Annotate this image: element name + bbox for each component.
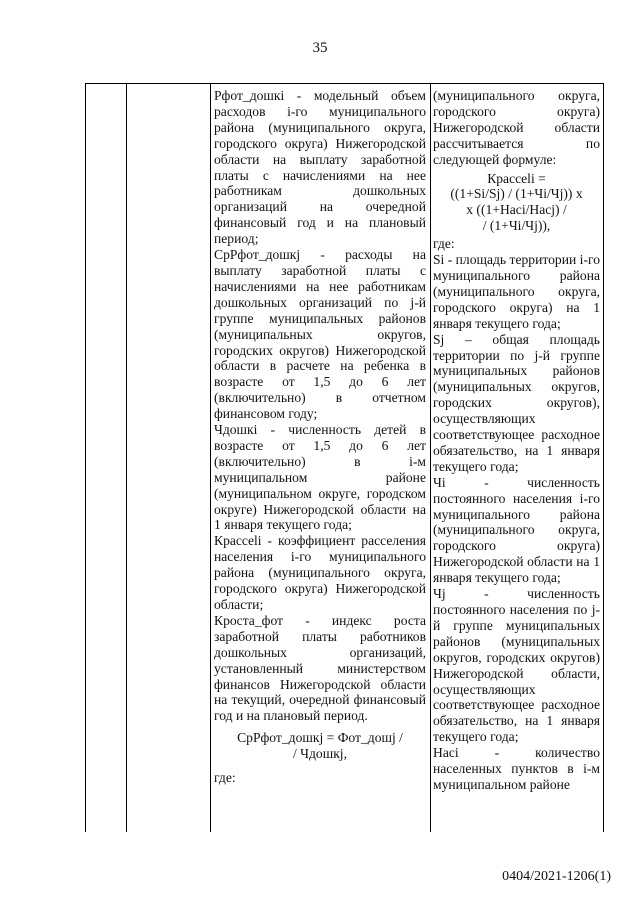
- where-label: где:: [433, 236, 455, 252]
- document-table: [85, 83, 604, 832]
- paragraph-srrfot: СрРфот_дошкj - расходы на выплату заработной платы с начислениями на нее работникам дошкольных организаций по j-й группе муниципальных районов (муниципальных округов, городских округов) Нижегородской области в расчете на ребенка в возрасте от 1,5 до 6 лет (включительно) в отчетном финансовом году;: [214, 247, 426, 422]
- formula-srrfot: [214, 730, 426, 762]
- middle-column-text: [214, 88, 426, 786]
- paragraph-nasi: Насі - количество населенных пунктов в і-м муниципальном районе: [433, 745, 600, 792]
- column-divider-1: [126, 84, 127, 832]
- formula-line: СрРфот_дошкj = Фот_дошj /: [237, 730, 403, 746]
- right-column-text: [433, 88, 600, 793]
- paragraph-chdosh: Чдошкі - численность детей в возрасте от 1,5 до 6 лет (включительно) в і-м муниципальном районе (муниципальном округе, городском округе) Нижегородской области на 1 января текущего года;: [214, 422, 426, 533]
- document-code: 0404/2021-1206(1): [502, 869, 611, 884]
- formula-krassel: [433, 171, 600, 235]
- paragraph-sj: Sj – общая площадь территории по j-й группе муниципальных районов (муниципальных округов, городских округов), осуществляющих соответствующее расходное обязательство, на 1 января текущего года;: [433, 331, 600, 474]
- formula-line: / Чдошкj,: [293, 746, 347, 762]
- paragraph-intro: (муниципального округа, городского округа) Нижегородской области рассчитывается по следующей формуле:: [433, 88, 600, 167]
- where-label: где:: [214, 770, 236, 786]
- formula-line: / (1+Чi/Чj)),: [482, 218, 551, 234]
- paragraph-krosta: Крoста_фот - индекс роста заработной платы работников дошкольных организаций, установленный министерством финансов Нижегородской области на текущий, очередной финансовый год и на плановый период.: [214, 612, 426, 724]
- formula-line: ((1+Si/Sj) / (1+Чi/Чj)) x: [450, 186, 583, 202]
- formula-line: Крассelі =: [487, 170, 546, 186]
- paragraph-chj: Чj - численность постоянного населения по j-й группе муниципальных районов (муниципальных округов, городских округов) Нижегородской области, осуществляющих соответствующее расходное обязательство, на 1 января текущего года;: [433, 586, 600, 745]
- paragraph-chi: Чі - численность постоянного населения і-го муниципального района (муниципального округа, городского округа) Нижегородской области на 1 января текущего года;: [433, 474, 600, 586]
- column-divider-2: [210, 84, 211, 832]
- page-number: 35: [312, 40, 328, 56]
- paragraph-krassel: Крассelі - коэффициент расселения населения і-го муниципального района (муниципального округа, городского округа) Нижегородской области;: [214, 533, 426, 612]
- formula-line: x ((1+Насі/Насj) /: [466, 202, 567, 218]
- paragraph-rfot: Рфот_дошкі - модельный объем расходов і-го муниципального района (муниципального округа, городского округа) Нижегородской области на выплату заработной платы с начислениями на нее работникам дошкольных организаций на очередной финансовый год и на плановый период;: [214, 88, 426, 247]
- paragraph-si: Si - площадь территории і-го муниципального района (муниципального округа, городского округа) на 1 января текущего года;: [433, 252, 601, 331]
- column-divider-3: [430, 84, 431, 832]
